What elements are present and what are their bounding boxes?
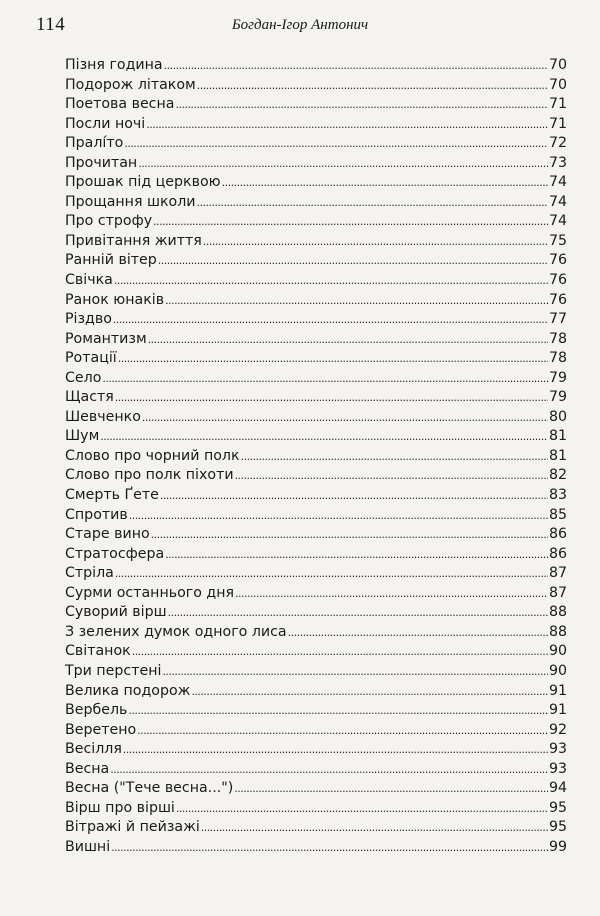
toc-dot-leader [162, 662, 548, 682]
toc-dot-leader [132, 642, 548, 662]
toc-entry-title: Ранній вітер [65, 252, 157, 269]
toc-entry [65, 408, 567, 428]
toc-entry-title: Поетова весна [65, 96, 175, 113]
toc-entry [65, 642, 567, 662]
toc-entry-page: 95 [548, 799, 567, 816]
toc-entry [65, 134, 567, 154]
toc-entry-page: 91 [548, 682, 567, 699]
toc-entry-title: Шевченко [65, 408, 141, 425]
toc-entry-page: 79 [548, 369, 567, 386]
toc-dot-leader [100, 427, 548, 447]
toc-entry-title: Стратосфера [65, 545, 165, 562]
toc-entry-title: Смерть Ґете [65, 487, 159, 504]
toc-dot-leader [288, 623, 548, 643]
toc-entry [65, 760, 567, 780]
toc-entry-page: 75 [548, 232, 567, 249]
toc-dot-leader [234, 779, 548, 799]
toc-entry-page: 88 [548, 623, 567, 640]
toc-entry-title: Світанок [65, 643, 131, 660]
toc-entry [65, 173, 567, 193]
toc-entry-title: Пізня година [65, 57, 163, 73]
toc-entry [65, 603, 567, 623]
toc-entry-title: Про строфу [65, 213, 153, 230]
table-of-contents [65, 56, 567, 857]
toc-entry [65, 193, 567, 213]
toc-entry [65, 330, 567, 350]
toc-dot-leader [115, 564, 548, 584]
toc-entry-title: Свічка [65, 272, 113, 289]
toc-dot-leader [165, 545, 548, 565]
toc-entry [65, 564, 567, 584]
toc-entry [65, 525, 567, 545]
toc-entry-title: Весілля [65, 741, 122, 758]
toc-entry-page: 81 [548, 447, 567, 464]
toc-entry-page: 78 [548, 330, 567, 347]
toc-dot-leader [113, 310, 548, 330]
toc-entry-page: 79 [548, 389, 567, 406]
toc-entry-title: Пралíто [65, 135, 124, 152]
toc-entry-title: Старе вино [65, 526, 150, 543]
toc-entry-page: 93 [548, 760, 567, 777]
toc-entry-page: 71 [548, 96, 567, 113]
toc-dot-leader [128, 701, 548, 721]
toc-entry [65, 115, 567, 135]
toc-entry [65, 291, 567, 311]
toc-dot-leader [102, 369, 548, 389]
toc-dot-leader [138, 154, 548, 174]
toc-dot-leader [153, 212, 548, 232]
toc-entry-page: 74 [548, 174, 567, 191]
toc-entry-page: 80 [548, 408, 567, 425]
toc-entry-page: 92 [548, 721, 567, 738]
toc-entry-page: 95 [548, 819, 567, 836]
toc-dot-leader [115, 388, 548, 408]
toc-entry-page: 78 [548, 350, 567, 367]
toc-entry [65, 838, 567, 858]
toc-entry-title: Три перстені [65, 662, 162, 679]
toc-entry-page: 90 [548, 643, 567, 660]
toc-entry-title: Стріла [65, 565, 114, 582]
toc-dot-leader [151, 525, 548, 545]
toc-entry-page: 86 [548, 526, 567, 543]
toc-entry-page: 85 [548, 506, 567, 523]
toc-entry-title: Прочитан [65, 154, 138, 171]
toc-entry-page: 81 [548, 428, 567, 445]
toc-entry [65, 545, 567, 565]
page-header [36, 14, 564, 38]
toc-entry-title: Велика подорож [65, 682, 191, 699]
toc-dot-leader [222, 173, 548, 193]
toc-entry [65, 466, 567, 486]
toc-entry-title: Весна ("Тече весна...") [65, 780, 234, 797]
toc-entry-title: Суворий вірш [65, 604, 167, 621]
toc-entry [65, 56, 567, 76]
toc-entry-title: Слово про полк піхоти [65, 467, 234, 484]
toc-entry-title: Вербель [65, 702, 128, 719]
toc-dot-leader [124, 134, 548, 154]
toc-entry-title: Слово про чорний полк [65, 447, 240, 464]
toc-entry-page: 93 [548, 741, 567, 758]
toc-entry [65, 212, 567, 232]
toc-entry [65, 251, 567, 271]
toc-entry-title: Село [65, 369, 102, 386]
toc-dot-leader [165, 291, 548, 311]
toc-entry [65, 682, 567, 702]
toc-entry-page: 90 [548, 662, 567, 679]
toc-dot-leader [110, 760, 548, 780]
toc-entry [65, 388, 567, 408]
toc-entry-page: 70 [548, 57, 567, 73]
toc-entry-title: Щастя [65, 389, 114, 406]
toc-dot-leader [241, 447, 548, 467]
toc-entry-title: Різдво [65, 311, 112, 328]
toc-entry [65, 369, 567, 389]
toc-dot-leader [235, 466, 548, 486]
toc-entry-page: 91 [548, 702, 567, 719]
toc-dot-leader [191, 682, 548, 702]
toc-dot-leader [160, 486, 548, 506]
toc-dot-leader [197, 76, 548, 96]
toc-entry [65, 232, 567, 252]
toc-dot-leader [137, 721, 548, 741]
toc-entry [65, 486, 567, 506]
toc-entry-page: 76 [548, 291, 567, 308]
toc-entry-title: Веретено [65, 721, 137, 738]
toc-dot-leader [175, 95, 547, 115]
toc-entry-title: Вірш про вірші [65, 799, 175, 816]
toc-entry-page: 83 [548, 487, 567, 504]
toc-entry [65, 701, 567, 721]
running-title: Богдан-Ігор Антонич [231, 17, 369, 33]
toc-entry [65, 349, 567, 369]
toc-entry-title: Ранок юнаків [65, 291, 165, 308]
toc-entry-title: Вишні [65, 838, 111, 855]
toc-entry-page: 71 [548, 115, 567, 132]
toc-entry-page: 74 [548, 193, 567, 210]
toc-entry [65, 740, 567, 760]
toc-entry-page: 73 [548, 154, 567, 171]
toc-dot-leader [203, 232, 548, 252]
toc-entry-page: 82 [548, 467, 567, 484]
toc-dot-leader [168, 603, 548, 623]
toc-entry [65, 584, 567, 604]
toc-entry-title: Вітражі й пейзажі [65, 819, 200, 836]
toc-entry [65, 154, 567, 174]
toc-entry [65, 779, 567, 799]
toc-entry-title: Романтизм [65, 330, 147, 347]
toc-entry-title: Привітання життя [65, 232, 202, 249]
toc-entry [65, 95, 567, 115]
toc-entry-page: 99 [548, 838, 567, 855]
toc-entry [65, 818, 567, 838]
toc-dot-leader [201, 818, 548, 838]
toc-entry-title: Прошак під церквою [65, 174, 221, 191]
toc-dot-leader [118, 349, 548, 369]
toc-entry [65, 271, 567, 291]
toc-entry-page: 76 [548, 252, 567, 269]
toc-entry [65, 447, 567, 467]
toc-entry-page: 74 [548, 213, 567, 230]
toc-dot-leader [142, 408, 548, 428]
toc-dot-leader [197, 193, 548, 213]
toc-entry-title: Посли ночі [65, 115, 146, 132]
toc-entry-page: 87 [548, 565, 567, 582]
toc-entry-page: 77 [548, 311, 567, 328]
toc-dot-leader [123, 740, 548, 760]
toc-dot-leader [176, 799, 548, 819]
toc-dot-leader [148, 330, 548, 350]
toc-entry-page: 88 [548, 604, 567, 621]
toc-entry-title: Сурми останнього дня [65, 584, 235, 601]
toc-entry-page: 86 [548, 545, 567, 562]
toc-dot-leader [235, 584, 548, 604]
toc-entry-title: Спротив [65, 506, 128, 523]
toc-entry [65, 662, 567, 682]
toc-entry-title: Весна [65, 760, 110, 777]
toc-entry-page: 76 [548, 272, 567, 289]
toc-entry-page: 70 [548, 76, 567, 93]
toc-dot-leader [146, 115, 548, 135]
toc-dot-leader [164, 56, 548, 76]
toc-entry-title: З зелених думок одного лиса [65, 623, 287, 640]
toc-entry [65, 721, 567, 741]
toc-entry-title: Ротації [65, 350, 117, 367]
toc-entry-title: Подорож літаком [65, 76, 196, 93]
toc-entry [65, 506, 567, 526]
toc-dot-leader [129, 506, 548, 526]
toc-entry-title: Шум [65, 428, 100, 445]
page-number: 114 [36, 14, 66, 35]
toc-entry [65, 799, 567, 819]
toc-entry [65, 427, 567, 447]
toc-dot-leader [158, 251, 548, 271]
toc-entry-page: 87 [548, 584, 567, 601]
toc-entry-title: Прощання школи [65, 193, 196, 210]
toc-entry-page: 72 [548, 135, 567, 152]
toc-entry [65, 310, 567, 330]
toc-dot-leader [114, 271, 548, 291]
toc-entry [65, 76, 567, 96]
toc-entry [65, 623, 567, 643]
toc-entry-page: 94 [548, 780, 567, 797]
toc-dot-leader [111, 838, 548, 858]
